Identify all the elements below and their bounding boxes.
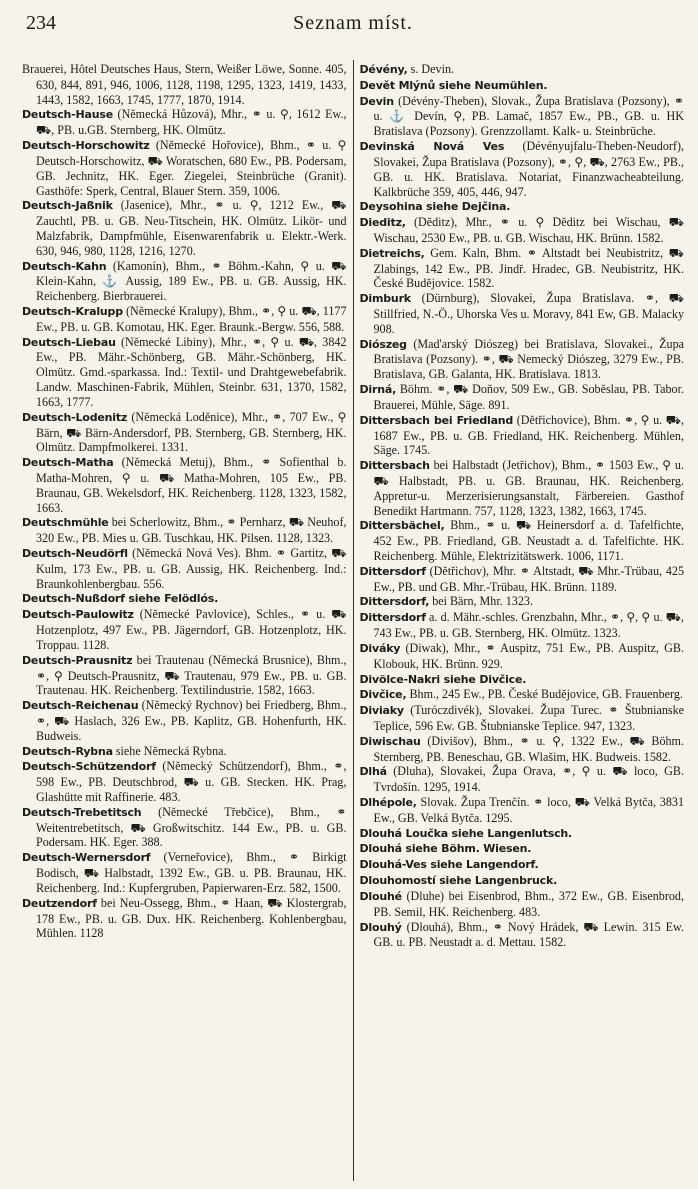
gazetteer-entry — [360, 841, 685, 857]
entry-text: s. Devin. — [407, 62, 455, 76]
entry-text: (Německé Kralupy), Bhm., ⚭, ⚲ u. ⛟, 1177 Ew., PB. u. GB. Komotau, HK. Eger. Braunk.-Bergw. 556, 588. — [36, 304, 347, 334]
gazetteer-entry — [360, 382, 685, 413]
entry-text: (Dluhe) bei Eisenbrod, Bhm., 372 Ew., GB. Eisenbrod, PB. Semil, HK. Reichenberg. 483. — [373, 888, 684, 919]
entry-heading: Dittersbach — [359, 459, 430, 473]
gazetteer-entry — [360, 826, 685, 842]
entry-heading: Dittersdorf — [359, 611, 426, 625]
gazetteer-entry — [360, 687, 685, 703]
page-number: 234 — [26, 12, 56, 34]
entry-heading: Dlouhé — [359, 889, 402, 903]
entry-text: (Děditz), Mhr., ⚭ u. ⚲ Děditz bei Wischau, ⛟ Wischau, 2530 Ew., PB. u. GB. Wischau, HK. Brünn. 1582. — [373, 215, 684, 245]
gazetteer-entry — [22, 107, 347, 138]
entry-heading: Diváky — [359, 641, 401, 655]
entry-heading: Dieditz, — [359, 216, 406, 230]
gazetteer-entry — [360, 337, 685, 382]
entry-heading: Deysohina siehe Dejčina. — [359, 200, 511, 214]
gazetteer-entry — [360, 564, 685, 595]
entry-heading: Divölce-Nakri siehe Divčice. — [359, 672, 527, 686]
entry-text: (Kamonín), Bhm., ⚭ Böhm.-Kahn, ⚲ u. ⛟ Klein-Kahn, ⚓ Aussig, 189 Ew., PB. u. GB. Aussig, HK. Reichenberg. Bierbrauerei. — [36, 258, 347, 304]
gazetteer-entry — [360, 78, 685, 94]
entry-text: (Divišov), Bhm., ⚭ u. ⚲, 1322 Ew., ⛟ Böhm. Sternberg, PB. Beneschau, GB. Wlašim, HK. Budweis. 1582. — [373, 733, 684, 764]
entry-heading: Deutsch-Trebetitsch — [22, 805, 142, 819]
entry-text: (Dévényujfalu-Theben-Neudorf), Slovakei, Župa Bratislava (Pozsony), ⚭, ⚲, ⛟, 2763 Ew., PB., GB. u. HK. Bratislava. Notariat, Finanzwacheabteilung. Kalkbrüche 359, 405, 446, 947. — [373, 139, 684, 199]
page-header — [22, 8, 684, 50]
entry-text: bei Halbstadt (Jetřichov), Bhm., ⚭ 1503 Ew., ⚲ u. ⛟ Halbstadt, PB. u. GB. Braunau, HK. Reichenberg. Appretur-u. Merzerisierungsanstalt, Färbereien. Gasthof Benedikt Hartmann. 757, 1128, 1323, 1382, 1663, 1745. — [373, 458, 684, 518]
gazetteer-entry — [360, 199, 685, 215]
entry-heading: Deutsch-Jaßnik — [22, 199, 113, 213]
entry-heading: Diwischau — [359, 734, 421, 748]
gazetteer-entry — [360, 764, 685, 795]
entry-text: Böhm. ⚭, ⛟ Doňov, 509 Ew., GB. Soběslau, PB. Tabor. Brauerei, Mühle, Säge. 891. — [373, 382, 684, 412]
entry-text: bei Bärn, Mhr. 1323. — [429, 594, 533, 609]
entry-heading: Dittersbächel, — [359, 519, 445, 533]
entry-text: (Mad'arský Diószeg) bei Bratislava, Slovakei., Župa Bratislava (Pozsony). ⚭, ⛟ Nemecký Diószeg, 3279 Ew., PB. Bratislava, GB. Galanta, HK. Bratislava. 1813. — [373, 336, 684, 382]
entry-text: bei Scherlowitz, Bhm., ⚭ Pernharz, ⛟ Neuhof, 320 Ew., PB. Mies u. GB. Tuschkau, HK. Pilsen. 1128, 1323. — [36, 515, 347, 546]
entry-heading: Dittersbach bei Friedland — [359, 413, 514, 427]
entry-text: (Německý Rychnov) bei Friedberg, Bhm., ⚭, ⛟ Haslach, 326 Ew., PB. Kaplitz, GB. Hohenfurth, HK. Budweis. — [36, 698, 347, 743]
entry-heading: Deutsch-Liebau — [22, 335, 116, 349]
entry-heading: Diószeg — [359, 337, 407, 351]
entry-text: (Dětřichovice), Bhm. ⚭, ⚲ u. ⛟, 1687 Ew., PB. u. GB. Friedland, HK. Reichenberg. Mühlen, Säge. 1745. — [373, 412, 684, 458]
entry-heading: Deutsch-Neudörfl — [22, 547, 128, 560]
gazetteer-entry — [360, 889, 685, 920]
entry-heading: Deutsch-Nußdorf siehe Felödlós. — [22, 592, 219, 606]
gazetteer-entry — [360, 795, 685, 826]
entry-heading: Deutsch-Horschowitz — [22, 139, 150, 153]
gazetteer-entry — [22, 138, 347, 198]
entry-text: (Dětřichov), Mhr. ⚭ Altstadt, ⛟ Mhr.-Trübau, 425 Ew., PB. und GB. Mhr.-Trübau, HK. Brünn. 1189. — [373, 563, 684, 594]
entry-heading: Dittersdorf — [359, 564, 426, 578]
entry-text: (Turóczdivék), Slovakei. Župa Turec. ⚭ Štubnianske Teplice, 596 Ew. GB. Štubnianske Teplice. 947, 1323. — [373, 703, 684, 733]
entry-heading: Devin — [359, 94, 394, 108]
entry-text: (Diwak), Mhr., ⚭ Auspitz, 751 Ew., PB. Auspitz, GB. Klobouk, HK. Brünn. 929. — [373, 640, 684, 671]
entry-heading: Deutsch-Paulowitz — [22, 608, 134, 622]
gazetteer-entry — [22, 198, 347, 258]
gazetteer-entry — [360, 703, 685, 734]
gazetteer-entry — [22, 591, 347, 607]
gazetteer-entry — [22, 896, 347, 941]
entry-text: Gem. Kaln, Bhm. ⚭ Altstadt bei Neubistritz, ⛟ Zlabings, 142 Ew., PB. Jindř. Hradec, GB. Neubistritz, HK. České Budějovice. 1582. — [373, 245, 684, 291]
entry-heading: Deutsch-Kralupp — [22, 305, 123, 318]
gazetteer-entry — [22, 759, 347, 804]
entry-heading: Dlouhá-Ves siehe Langendorf. — [359, 858, 539, 872]
gazetteer-entry — [360, 413, 685, 458]
entry-heading: Deutsch-Schützendorf — [22, 760, 156, 774]
entry-heading: Divčice, — [359, 688, 407, 702]
gazetteer-entry — [22, 335, 347, 410]
gazetteer-entry — [22, 805, 347, 850]
gazetteer-entry — [360, 94, 685, 139]
entry-heading: Dlhépole, — [359, 796, 417, 809]
gazetteer-entry — [22, 304, 347, 335]
entry-heading: Deutsch-Hause — [22, 108, 114, 122]
entry-heading: Deutzendorf — [22, 896, 97, 910]
entry-text: (Dürnburg), Slovakei, Župa Bratislava. ⚭, ⛟ Stillfried, N.-Ö., Uhorska Ves u. Moravy, 841 Ew, GB. Malacky 908. — [373, 291, 684, 336]
gazetteer-entry — [22, 515, 347, 546]
entry-text: (Dluha), Slovakei, Župa Orava, ⚭, ⚲ u. ⛟ loco, GB. Tvrdošín. 1295, 1914. — [373, 764, 684, 795]
entry-heading: Devinská Nová Ves — [359, 140, 505, 154]
right-column — [354, 62, 685, 1181]
gazetteer-entry — [360, 215, 685, 246]
entry-text: bei Neu-Ossegg, Bhm., ⚭ Haan, ⛟ Klostergrab, 178 Ew., PB. u. GB. Dux. HK. Reichenberg. Kohlenbergbau, Mühlen. 1128 — [36, 895, 347, 941]
gazetteer-entry — [22, 259, 347, 304]
entry-text: (Německá Loděnice), Mhr., ⚭, 707 Ew., ⚲ Bärn, ⛟ Bärn-Andersdorf, PB. Sternberg, GB. Sternberg, HK. Olmütz. Dampfmolkerei. 1331. — [36, 409, 347, 455]
gazetteer-entry — [22, 653, 347, 698]
gazetteer-entry — [360, 139, 685, 199]
gazetteer-entry — [360, 291, 685, 336]
gazetteer-entry — [22, 850, 347, 895]
gazetteer-entry — [360, 857, 685, 873]
entry-heading: Dlouhomostí siehe Langenbruck. — [359, 874, 558, 888]
entry-heading: Deutsch-Reichenau — [22, 699, 139, 713]
entry-text: (Německé Libiny), Mhr., ⚭, ⚲ u. ⛟, 3842 Ew., PB. Mähr.-Schönberg, GB. Mähr.-Schönberg, HK. Olmütz. Gmd.-sparkassa. Ind.: Textil- und Drahtgewebefabrik. Landw. Maschinen-Fabrik, Mühlen, Steinbr. 631, 1370, 1582, 1663, 1777. — [36, 334, 347, 409]
entry-heading: Dévény, — [359, 63, 408, 76]
gazetteer-entry — [360, 246, 685, 291]
entry-heading: Deutsch-Lodenitz — [22, 410, 128, 424]
entry-heading: Deutsch-Wernersdorf — [22, 851, 151, 865]
page-title: Seznam míst. — [293, 12, 413, 34]
entry-text: (Jasenice), Mhr., ⚭ u. ⚲, 1212 Ew., ⛟ Zauchtl, PB. u. GB. Neu-Titschein, HK. Olmütz. Likör- und Malzfabrik, Dampfmühle, Eisenwarenfabrik u. Elektr.-Werk. 630, 946, 980, 1128, 1216, 1270. — [36, 198, 347, 258]
entry-heading: Dlouhý — [359, 920, 402, 934]
entry-text: (Německé Třebčice), Bhm., ⚭ Weitentrebetitsch, ⛟ Großwitschitz. 144 Ew., PB. u. GB. Podersam. HK. Eger. 388. — [36, 804, 347, 850]
gazetteer-entry — [22, 744, 347, 760]
entry-heading: Deutschmühle — [22, 516, 109, 530]
gazetteer-entry — [360, 920, 685, 951]
gazetteer-entry — [360, 458, 685, 518]
entry-heading: Deutsch-Prausnitz — [22, 653, 133, 667]
entry-heading: Dietreichs, — [359, 246, 425, 260]
gazetteer-entry — [22, 455, 347, 515]
entry-heading: Dlouhá siehe Böhm. Wiesen. — [359, 842, 532, 856]
entry-heading: Dimburk — [359, 292, 411, 306]
entry-text: (Německý Schützendorf), Bhm., ⚭, 598 Ew., PB. Deutschbrod, ⛟ u. GB. Stecken. HK. Prag, Glashütte mit Raffinerie. 483. — [36, 759, 347, 804]
entry-heading: Diviaky — [359, 704, 404, 718]
gazetteer-entry — [360, 594, 685, 610]
gazetteer-entry — [360, 734, 685, 765]
entry-text: (Německá Hůzová), Mhr., ⚭ u. ⚲, 1612 Ew., ⛟, PB. u.GB. Sternberg, HK. Olmütz. — [36, 107, 347, 138]
entry-text: (Dévény-Theben), Slovak., Župa Bratislava (Pozsony), ⚭ u. ⚓ Devín, ⚲, PB. Lamač, 1857 Ew., PB., GB. u. HK Bratislava (Pozsony). Grenzzollamt. Kalk- u. Steinbrüche. — [373, 93, 684, 139]
entry-text: Slovak. Župa Trenčín. ⚭ loco, ⛟ Velká Bytča, 3831 Ew., GB. Velká Bytča. 1295. — [373, 795, 684, 825]
entry-heading: Dlhá — [359, 765, 387, 779]
entry-text: Bhm., 245 Ew., PB. České Budějovice, GB. Frauenberg. — [406, 687, 683, 702]
entry-text: Bhm., ⚭ u. ⛟ Heinersdorf a. d. Tafelfichte, 452 Ew., PB. Friedland, GB. Neustadt a. d. Tafelfichte. HK. Reichenberg. Mühle, Elektrizitätswerk. 1006, 1171. — [373, 518, 684, 563]
gazetteer-entry — [360, 610, 685, 641]
columns — [22, 62, 684, 1181]
gazetteer-entry — [360, 873, 685, 889]
entry-heading: Deutsch-Matha — [22, 456, 114, 470]
entry-heading: Devět Mlýnů siehe Neumühlen. — [359, 78, 548, 92]
gazetteer-entry — [360, 672, 685, 688]
gazetteer-entry — [360, 641, 685, 672]
entry-text: siehe Německá Rybna. — [112, 743, 227, 758]
entry-text: (Verneřovice), Bhm., ⚭ Birkigt Bodisch, ⛟ Halbstadt, 1392 Ew., GB. u. PB. Braunau, HK. Reichenberg. Ind.: Kupfergruben, Papierwaren-Erz. 582, 1500. — [36, 850, 347, 895]
entry-heading: Deutsch-Kahn — [22, 259, 107, 273]
entry-text: Brauerei, Hôtel Deutsches Haus, Stern, Weißer Löwe, Sonne. 405, 630, 844, 891, 946, 1006, 1128, 1198, 1295, 1323, 1419, 1433, 1443, 1582, 1663, 1745, 1777, 1870, 1914. — [22, 62, 347, 107]
entry-text: bei Trautenau (Německá Brusnice), Bhm., ⚭, ⚲ Deutsch-Prausnitz, ⛟ Trautenau, 979 Ew., PB. u. GB. Trautenau. HK. Reichenberg. Textilindustrie. 1582, 1663. — [36, 652, 347, 698]
entry-heading: Deutsch-Rybna — [22, 744, 113, 758]
gazetteer-entry — [22, 698, 347, 743]
entry-text: (Dlouhá), Bhm., ⚭ Nový Hrádek, ⛟ Lewin. 315 Ew. GB. u. PB. Neustadt a. d. Mettau. 1582. — [373, 919, 684, 950]
gazetteer-entry — [22, 62, 347, 107]
entry-heading: Dlouhá Loučka siehe Langenlutsch. — [359, 826, 573, 840]
gazetteer-entry — [22, 410, 347, 455]
gazetteer-entry — [360, 518, 685, 563]
entry-heading: Dirná, — [359, 383, 397, 397]
left-column — [22, 62, 353, 1181]
gazetteer-entry — [22, 607, 347, 652]
entry-text: (Německé Pavlovice), Schles., ⚭ u. ⛟ Hotzenplotz, 497 Ew., PB. Jägerndorf, GB. Hotzenplotz, HK. Troppau. 1128. — [36, 607, 347, 652]
entry-text: (Německé Hořovice), Bhm., ⚭ u. ⚲ Deutsch-Horschowitz, ⛟ Woratschen, 680 Ew., PB. Podersam, GB. Jechnitz, HK. Eger. Ziegelei, Steinbrüche (Granit). Gasthöfe: Sperk, Central, Blauer Stern. 359, 1006. — [36, 138, 347, 198]
entry-text: (Německá Nová Ves). Bhm. ⚭ Gartitz, ⛟ Kulm, 173 Ew., PB. u. GB. Aussig, HK. Reichenberg. Ind.: Braunkohlenbergbau. 556. — [36, 546, 347, 591]
entry-text: (Německá Metuj), Bhm., ⚭ Sofienthal b. Matha-Mohren, ⚲ u. ⛟ Matha-Mohren, 105 Ew., PB. Braunau, GB. Wekelsdorf, HK. Reichenberg. 1128, 1323, 1582, 1663. — [36, 455, 347, 515]
entry-text: a. d. Mähr.-schles. Grenzbahn, Mhr., ⚭, ⚲, ⚲ u. ⛟, 743 Ew., PB. u. GB. Sternberg, HK. Olmütz. 1323. — [373, 610, 684, 641]
entry-heading: Dittersdorf, — [359, 595, 430, 609]
gazetteer-entry — [360, 62, 685, 78]
gazetteer-entry — [22, 546, 347, 591]
